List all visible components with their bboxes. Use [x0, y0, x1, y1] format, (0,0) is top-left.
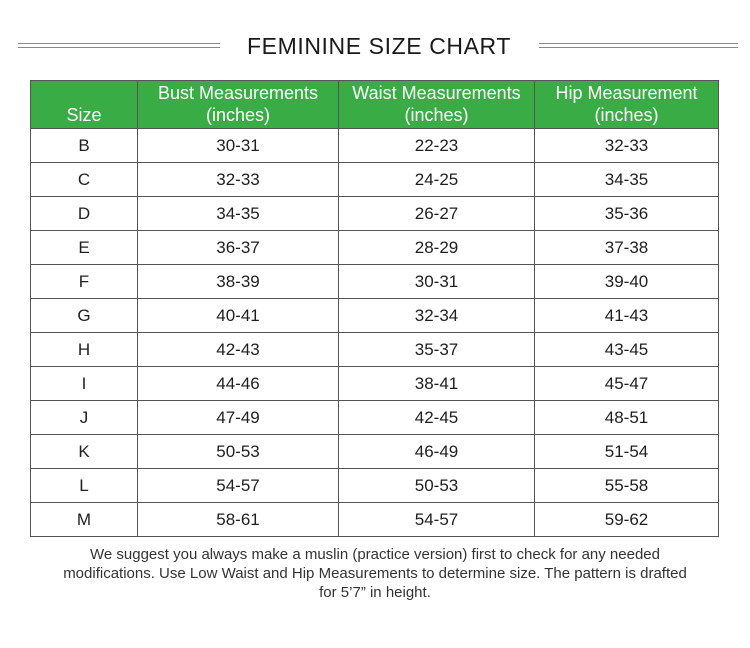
sizing-note-line1: We suggest you always make a muslin (practice version) first to check for any needed	[90, 546, 660, 563]
cell-size: C	[31, 163, 138, 197]
cell-size: B	[31, 129, 138, 163]
cell-size: I	[31, 367, 138, 401]
cell-hip: 45-47	[535, 367, 719, 401]
cell-bust: 36-37	[138, 231, 339, 265]
cell-bust: 47-49	[138, 401, 339, 435]
cell-bust: 44-46	[138, 367, 339, 401]
cell-bust: 34-35	[138, 197, 339, 231]
cell-size: G	[31, 299, 138, 333]
page-title: FEMININE SIZE CHART	[247, 33, 511, 59]
sizing-note-line3: for 5’7” in height.	[319, 584, 431, 601]
cell-waist: 22-23	[339, 129, 535, 163]
cell-bust: 50-53	[138, 435, 339, 469]
cell-waist: 42-45	[339, 401, 535, 435]
title-rule-left	[18, 43, 220, 48]
table-header-row	[31, 81, 719, 129]
cell-hip: 48-51	[535, 401, 719, 435]
table-row	[31, 503, 719, 537]
cell-waist: 50-53	[339, 469, 535, 503]
cell-size: F	[31, 265, 138, 299]
cell-bust: 38-39	[138, 265, 339, 299]
cell-waist: 32-34	[339, 299, 535, 333]
table-row	[31, 163, 719, 197]
header-bust-line1: Bust Measurements	[157, 83, 319, 103]
table-row	[31, 367, 719, 401]
cell-size: H	[31, 333, 138, 367]
cell-hip: 39-40	[535, 265, 719, 299]
header-hip	[535, 81, 719, 129]
sizing-note	[30, 545, 720, 602]
table-row	[31, 129, 719, 163]
cell-size: D	[31, 197, 138, 231]
table-row	[31, 231, 719, 265]
cell-hip: 43-45	[535, 333, 719, 367]
cell-size: E	[31, 231, 138, 265]
cell-hip: 59-62	[535, 503, 719, 537]
cell-hip: 37-38	[535, 231, 719, 265]
cell-waist: 24-25	[339, 163, 535, 197]
cell-waist: 54-57	[339, 503, 535, 537]
chart-title-row	[0, 30, 750, 62]
header-size	[31, 81, 138, 129]
header-hip-line2: (inches)	[594, 105, 659, 125]
cell-waist: 38-41	[339, 367, 535, 401]
size-chart-table	[30, 80, 719, 537]
cell-hip: 34-35	[535, 163, 719, 197]
table-row	[31, 265, 719, 299]
header-waist-line1: Waist Measurements	[352, 83, 521, 103]
header-bust	[138, 81, 339, 129]
table-row	[31, 401, 719, 435]
cell-waist: 46-49	[339, 435, 535, 469]
cell-hip: 35-36	[535, 197, 719, 231]
cell-waist: 30-31	[339, 265, 535, 299]
cell-waist: 35-37	[339, 333, 535, 367]
cell-hip: 41-43	[535, 299, 719, 333]
table-row	[31, 435, 719, 469]
table-row	[31, 299, 719, 333]
sizing-note-line2: modifications. Use Low Waist and Hip Measurements to determine size. The pattern is drafted	[63, 565, 687, 582]
cell-hip: 51-54	[535, 435, 719, 469]
cell-waist: 28-29	[339, 231, 535, 265]
cell-hip: 55-58	[535, 469, 719, 503]
table-row	[31, 469, 719, 503]
cell-bust: 32-33	[138, 163, 339, 197]
cell-size: K	[31, 435, 138, 469]
header-size-line2: Size	[66, 105, 102, 125]
cell-size: L	[31, 469, 138, 503]
cell-bust: 42-43	[138, 333, 339, 367]
cell-hip: 32-33	[535, 129, 719, 163]
cell-bust: 54-57	[138, 469, 339, 503]
header-bust-line2: (inches)	[205, 105, 271, 125]
cell-waist: 26-27	[339, 197, 535, 231]
cell-size: J	[31, 401, 138, 435]
cell-bust: 58-61	[138, 503, 339, 537]
header-waist	[339, 81, 535, 129]
title-rule-right	[539, 43, 738, 48]
table-row	[31, 197, 719, 231]
cell-size: M	[31, 503, 138, 537]
header-waist-line2: (inches)	[404, 105, 469, 125]
table-row	[31, 333, 719, 367]
cell-bust: 30-31	[138, 129, 339, 163]
header-hip-line1: Hip Measurement	[555, 83, 698, 103]
cell-bust: 40-41	[138, 299, 339, 333]
